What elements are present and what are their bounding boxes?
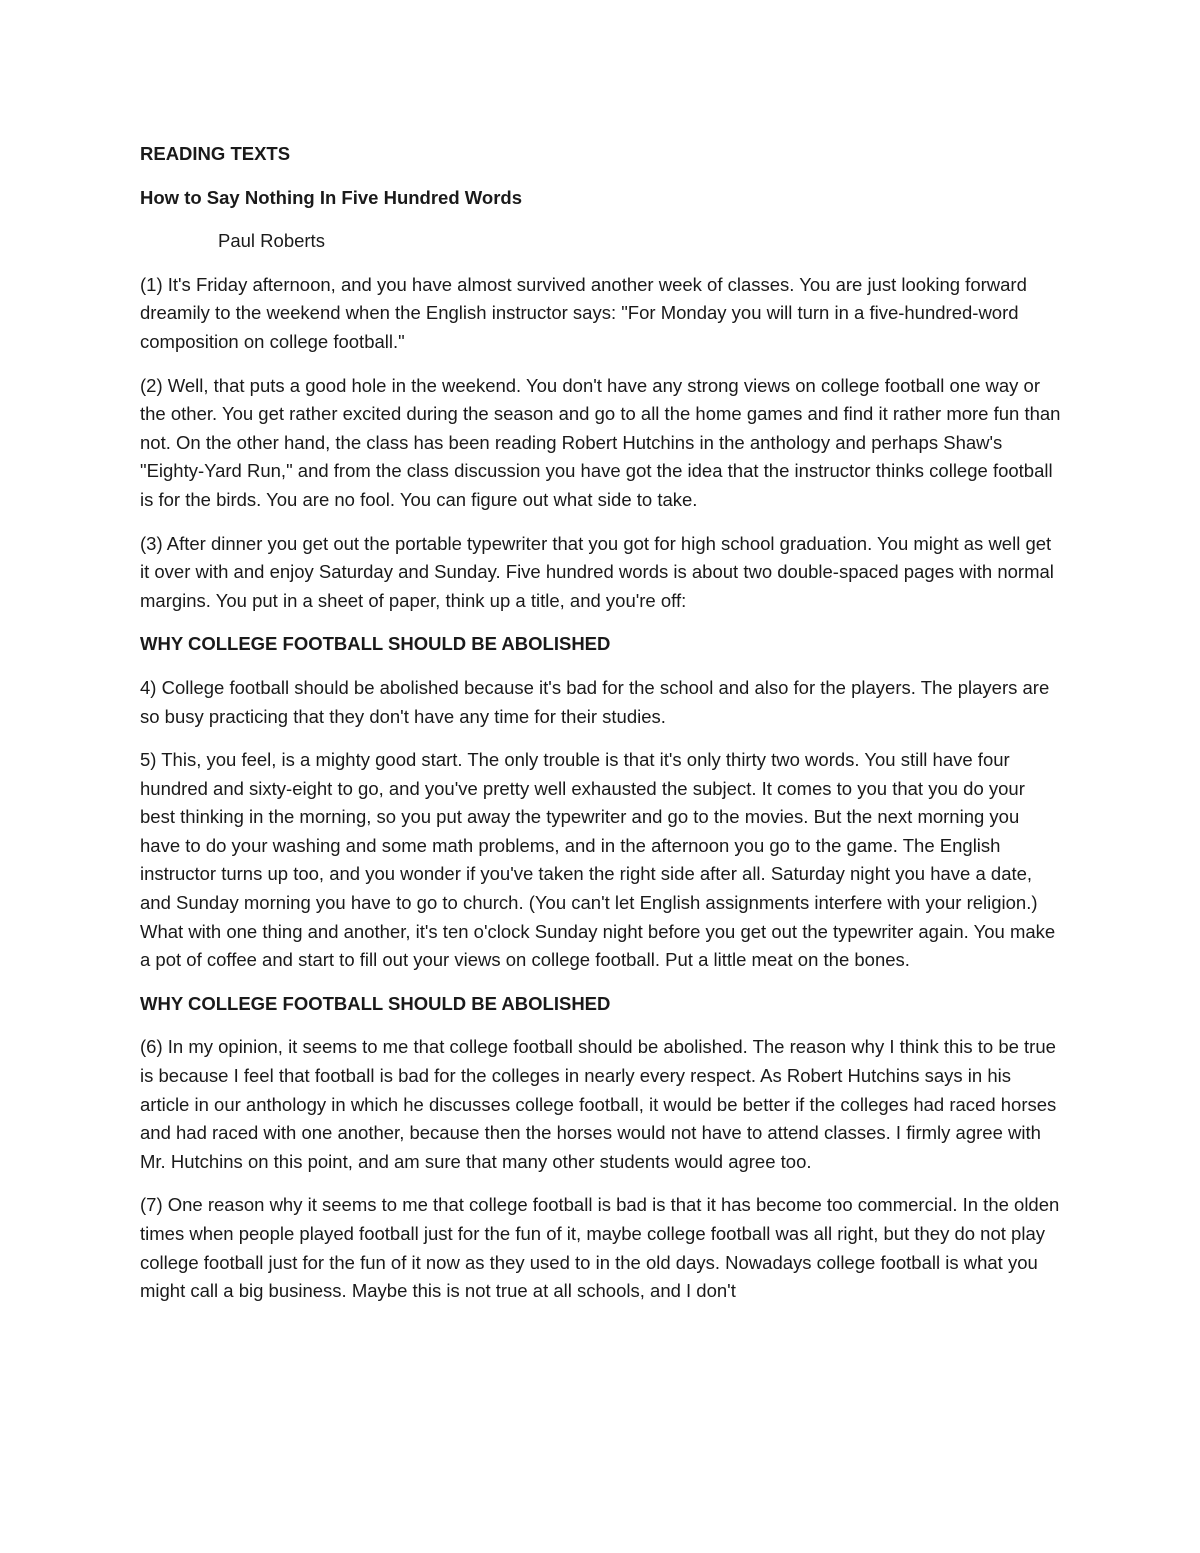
section-label: READING TEXTS (140, 143, 291, 164)
paragraph-7: (7) One reason why it seems to me that college football is bad is that it has become too commercial. In the olden times when people played football just for the fun of it, maybe college football was all right, but they do not play college football just for the fun of it now as they used to in the old days. Nowadays college football is what you might call a big business. Maybe this is not true at all schools, and I don't (140, 1194, 1060, 1302)
paragraph-1: (1) It's Friday afternoon, and you have almost survived another week of classes. You are just looking forward dreamily to the weekend when the English instructor says: "For Monday you will turn in a five-hundred-word composition on college football." (140, 273, 1027, 352)
paragraph-6: (6) In my opinion, it seems to me that college football should be abolished. The reason why I think this to be true is because I feel that football is bad for the colleges in nearly every respect. As Robert Hutchins says in his article in our anthology in which he discusses college football, it would be better if the colleges had raced horses and had raced with one another, because then the horses would not have to attend classes. I firmly agree with Mr. Hutchins on this point, and am sure that many other students would agree too. (140, 1036, 1057, 1172)
document-author: Paul Roberts (218, 230, 325, 252)
paragraph-3: (3) After dinner you get out the portable typewriter that you got for high school graduation. You might as well get it over with and enjoy Saturday and Sunday. Five hundred words is about two double-spaced pages with normal margins. You put in a sheet of paper, think up a title, and you're off: (140, 532, 1054, 611)
document-body (140, 140, 1062, 1321)
paragraph-4: 4) College football should be abolished because it's bad for the school and also for the players. The players are so busy practicing that they don't have any time for their studies. (140, 676, 1050, 727)
document-title: How to Say Nothing In Five Hundred Words (140, 186, 522, 208)
paragraph-2: (2) Well, that puts a good hole in the weekend. You don't have any strong views on college football one way or the other. You get rather excited during the season and go to all the home games and find it rather more fun than not. On the other hand, the class has been reading Robert Hutchins in the anthology and perhaps Shaw's "Eighty-Yard Run," and from the class discussion you have got the idea that the instructor thinks college football is for the birds. You are no fool. You can figure out what side to take. (140, 374, 1061, 510)
paragraph-5: 5) This, you feel, is a mighty good start. The only trouble is that it's only thirty two words. You still have four hundred and sixty-eight to go, and you've pretty well exhausted the subject. It comes to you that you do your best thinking in the morning, so you put away the typewriter and go to the movies. But the next morning you have to do your washing and some math problems, and in the afternoon you go to the game. The English instructor turns up too, and you wonder if you've taken the right side after all. Saturday night you have a date, and Sunday morning you have to go to church. (You can't let English assignments interfere with your religion.) What with one thing and another, it's ten o'clock Sunday night before you get out the typewriter again. You make a pot of coffee and start to fill out your views on college football. Put a little meat on the bones. (140, 749, 1056, 971)
essay-subheading-1: WHY COLLEGE FOOTBALL SHOULD BE ABOLISHED (140, 633, 611, 655)
essay-subheading-2: WHY COLLEGE FOOTBALL SHOULD BE ABOLISHED (140, 992, 611, 1014)
